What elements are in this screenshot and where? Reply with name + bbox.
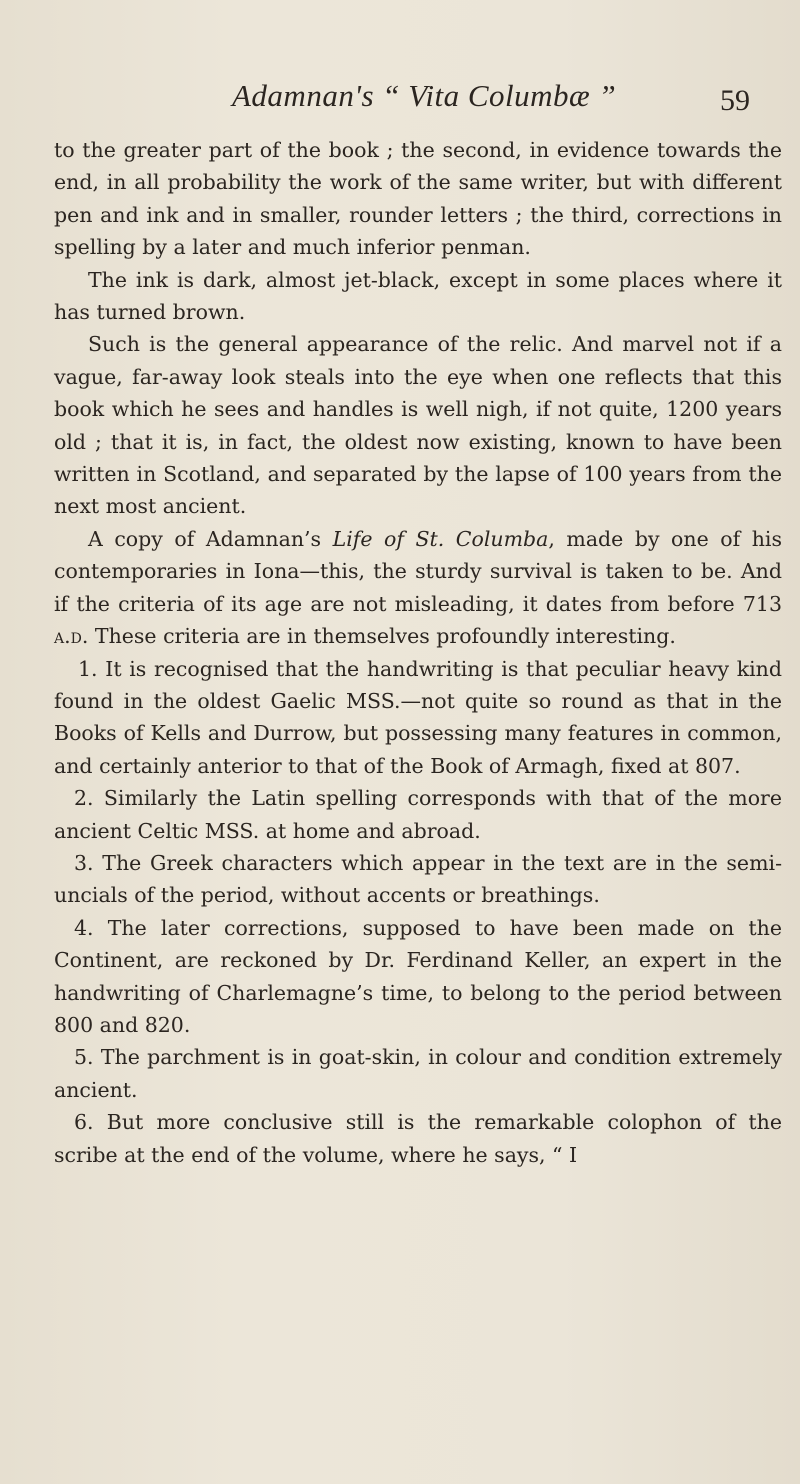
paragraph-copy-before: A copy of Adamnan’s	[88, 526, 333, 551]
criterion-number: 3.	[74, 850, 94, 875]
page-number: 59	[720, 84, 750, 117]
paragraph-relic: Such is the general appearance of the relic. And marvel not if a vague, far-away look steals into the eye when one reflects that this book which he sees and handles is well nigh, if not quite, 1200 years old ; that it is, in fact, the oldest now existing, known to have been written in Scotland, and separated by the lapse of 100 years from the next most ancient.	[54, 332, 782, 519]
paragraph-copy-middle: , made by one of his contemporaries in Iona—this, the sturdy survival is taken to be. And if the criteria of its age are not misleading, it dates from before 713	[54, 526, 782, 616]
paragraph-copy	[54, 523, 782, 653]
criterion-number: 2.	[74, 786, 94, 811]
criterion-number: 1.	[78, 656, 98, 681]
criterion-number: 5.	[74, 1045, 94, 1070]
paragraph-ink: The ink is dark, almost jet-black, except in some places where it has turned brown.	[54, 267, 782, 325]
criterion-item	[54, 1041, 782, 1106]
criterion-item	[54, 1106, 782, 1171]
criterion-item	[54, 912, 782, 1042]
criterion-text: It is recognised that the handwriting is that peculiar heavy kind found in the oldest Gaelic MSS.—not quite so round as that in the Books of Kells and Durrow, but possessing many features in common, and certainly anterior to that of the Book of Armagh, fixed at 807.	[54, 656, 782, 778]
body-text	[54, 134, 782, 1171]
criterion-text: The parchment is in goat-skin, in colour and condition extremely ancient.	[54, 1045, 782, 1102]
running-title: Adamnan's “ Vita Columbæ ”	[232, 78, 617, 113]
criterion-number: 4.	[74, 915, 94, 940]
criterion-item	[54, 847, 782, 912]
era-abbreviation: a.d.	[54, 624, 89, 649]
criterion-text: The Greek characters which appear in the text are in the semi-uncials of the period, without accents or breathings.	[54, 850, 782, 908]
criterion-number: 6.	[74, 1110, 94, 1135]
criterion-item	[54, 653, 782, 783]
book-title: Life of St. Columba	[332, 526, 549, 551]
paragraph-copy-after: These criteria are in themselves profoundly interesting.	[88, 624, 676, 649]
criterion-item	[54, 782, 782, 847]
criterion-text: The later corrections, supposed to have been made on the Continent, are reckoned by Dr. Ferdinand Keller, an expert in the handwriting of Charlemagne’s time, to belong to the period between 800 and 820.	[54, 915, 782, 1037]
running-head	[0, 78, 800, 128]
criterion-text: But more conclusive still is the remarkable colophon of the scribe at the end of the volume, where he says, “ I	[54, 1110, 782, 1167]
paragraph-continuation: to the greater part of the book ; the second, in evidence towards the end, in all probability the work of the same writer, but with different pen and ink and in smaller, rounder letters ; the third, corrections in spelling by a later and much inferior penman.	[54, 138, 782, 260]
criterion-text: Similarly the Latin spelling corresponds with that of the more ancient Celtic MSS. at home and abroad.	[54, 786, 782, 843]
